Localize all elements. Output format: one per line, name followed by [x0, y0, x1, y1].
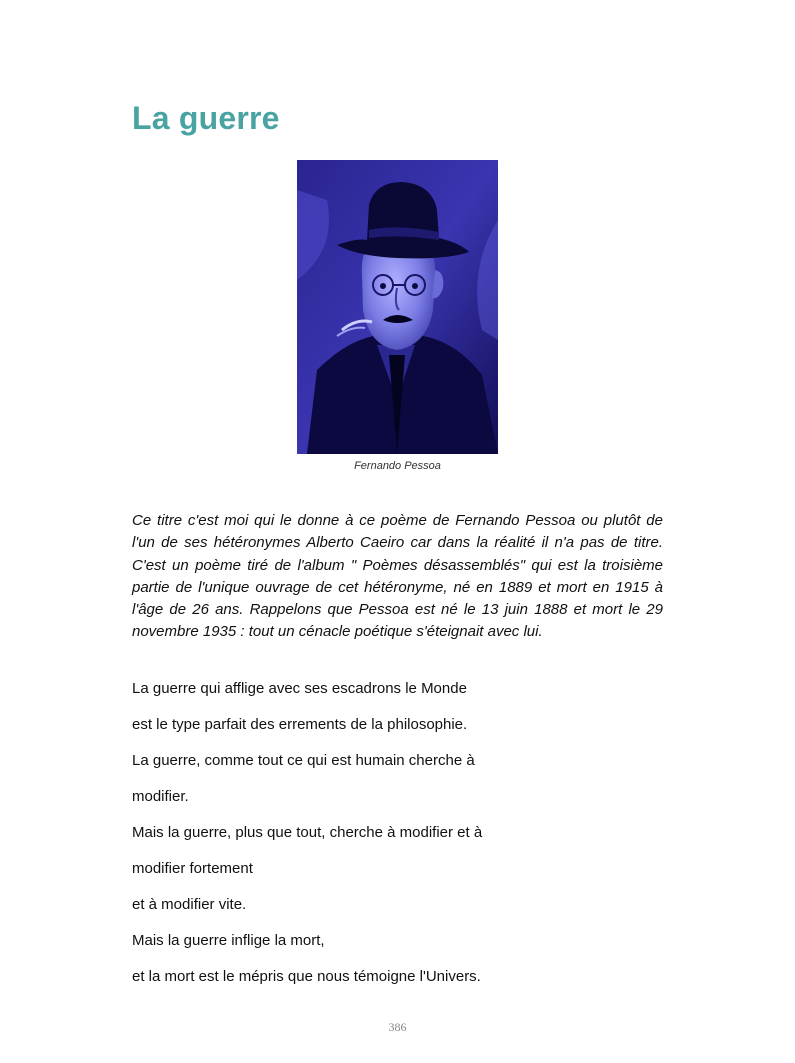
- portrait-caption: Fernando Pessoa: [354, 460, 441, 472]
- poem-line: Mais la guerre inflige la mort,: [132, 932, 325, 949]
- poem-line: et à modifier vite.: [132, 896, 247, 913]
- intro-paragraph: Ce titre c'est moi qui le donne à ce poème de Fernando Pessoa ou plutôt de l'un de ses hétéronymes Alberto Caeiro car dans la réalité il n'a pas de titre. C'est un poème tiré de l'album " Poèmes désassemblés" qui est la troisième partie de l'unique ouvrage de cet hétéronyme, né en 1889 et mort en 1915 à l'âge de 26 ans. Rappelons que Pessoa est né le 13 juin 1888 et mort le 29 novembre 1935 : tout un cénacle poétique s'éteignait avec lui.: [132, 512, 663, 641]
- poem-line: La guerre, comme tout ce qui est humain cherche à: [132, 752, 475, 769]
- poem-line: est le type parfait des errements de la philosophie.: [132, 716, 468, 733]
- portrait-illustration: [297, 160, 498, 454]
- page-title: La guerre: [132, 100, 280, 136]
- poem-text: [132, 679, 692, 1003]
- poem-line: Mais la guerre, plus que tout, cherche à modifier et à: [132, 824, 483, 841]
- page-number: 386: [388, 1020, 407, 1034]
- poem-line: modifier fortement: [132, 860, 253, 877]
- poem-line: La guerre qui afflige avec ses escadrons le Monde: [132, 680, 467, 697]
- poem-line: et la mort est le mépris que nous témoigne l'Univers.: [132, 968, 481, 985]
- poem-line: modifier.: [132, 788, 189, 805]
- portrait-photo: [297, 160, 498, 454]
